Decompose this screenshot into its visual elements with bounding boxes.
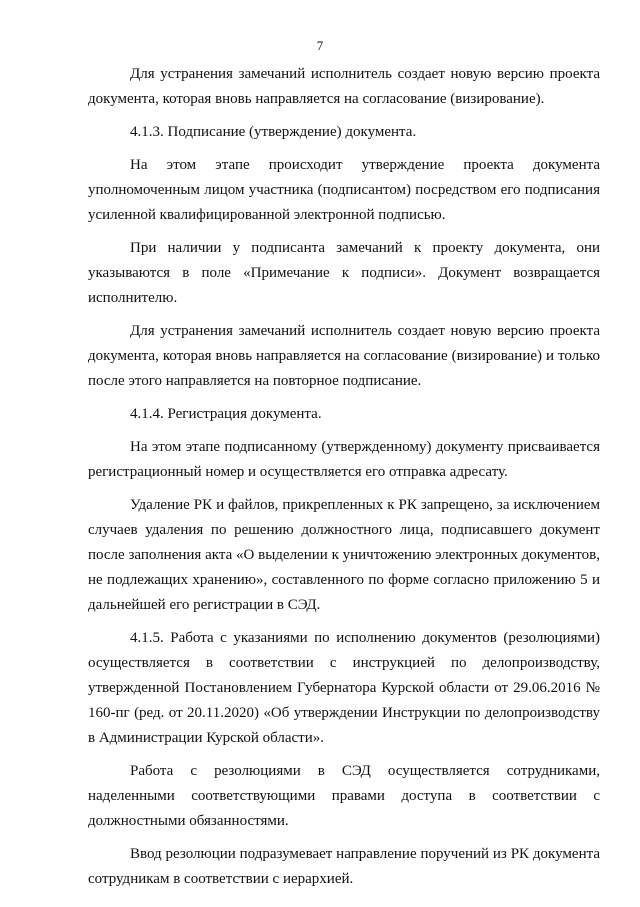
paragraph-revision-after-approval: Для устранения замечаний исполнитель создает новую версию проекта документа, которая вновь направляется на согласование (визирование). (88, 66, 600, 107)
section-heading-4-1-4: 4.1.4. Регистрация документа. (130, 406, 322, 422)
paragraph-resolution-input: Ввод резолюции подразумевает направление поручений из РК документа сотрудникам в соответствии с иерархией. (88, 846, 600, 887)
paragraph-revision-after-signing: Для устранения замечаний исполнитель создает новую версию проекта документа, которая вновь направляется на согласование (визирование) и только после этого направляется на повторное подписание. (88, 323, 600, 389)
paragraph-registration-stage: На этом этапе подписанному (утвержденному) документу присваивается регистрационный номер и осуществляется его отправка адресату. (88, 439, 600, 480)
paragraph-deletion-rules: Удаление РК и файлов, прикрепленных к РК запрещено, за исключением случаев удаления по решению должностного лица, подписавшего документ после заполнения акта «О выделении к уничтожению электронных документов, не подлежащих хранению», составленного по форме согласно приложению 5 и дальнейшей его регистрации в СЭД. (88, 497, 600, 613)
section-heading-4-1-3: 4.1.3. Подписание (утверждение) документа. (130, 124, 417, 140)
document-body (88, 62, 600, 900)
paragraph-signer-remarks: При наличии у подписанта замечаний к проекту документа, они указываются в поле «Примечание к подписи». Документ возвращается исполнителю. (88, 240, 600, 306)
paragraph-signing-stage: На этом этапе происходит утверждение проекта документа уполномоченным лицом участника (подписантом) посредством его подписания усиленной квалифицированной электронной подписью. (88, 157, 600, 223)
paragraph-resolutions-staff: Работа с резолюциями в СЭД осуществляется сотрудниками, наделенными соответствующими правами доступа в соответствии с должностными обязанностями. (88, 763, 600, 829)
page-number: 7 (316, 38, 324, 53)
paragraph-resolutions-4-1-5: 4.1.5. Работа с указаниями по исполнению документов (резолюциями) осуществляется в соответствии с инструкцией по делопроизводству, утвержденной Постановлением Губернатора Курской области от 29.06.2016 № 160-пг (ред. от 20.11.2020) «Об утверждении Инструкции по делопроизводству в Администрации Курской области». (88, 630, 600, 746)
